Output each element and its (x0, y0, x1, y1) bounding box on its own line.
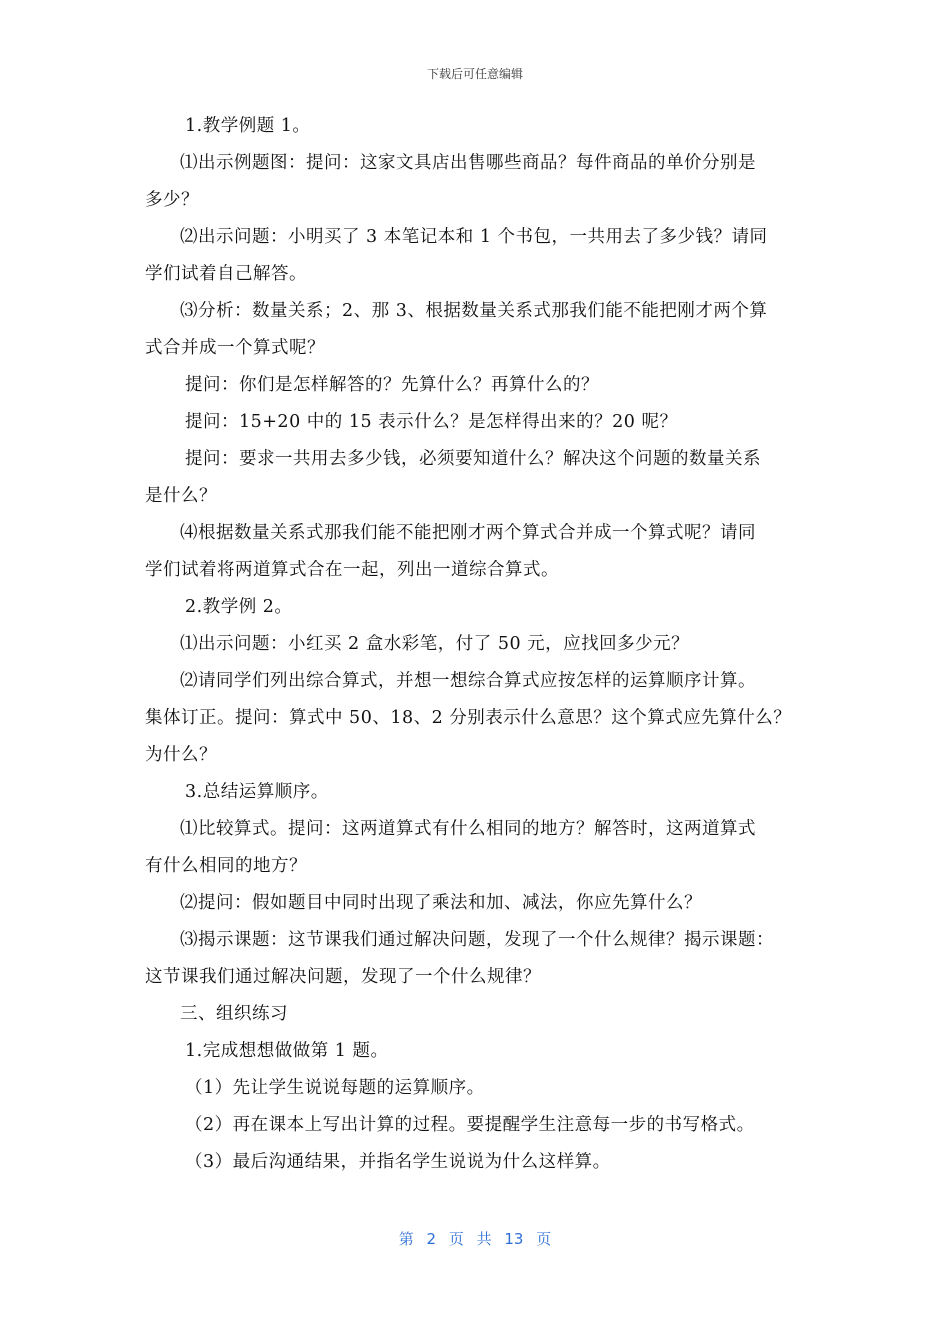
paragraph-line: ⑷根据数量关系式那我们能不能把刚才两个算式合并成一个算式呢？请同 (180, 523, 756, 543)
document-body (145, 115, 805, 1188)
paragraph-line: 2.教学例 2。 (185, 597, 293, 617)
page-header: 下载后可任意编辑 (426, 67, 523, 81)
paragraph-line: ⑶分析：数量关系；2、那 3、根据数量关系式那我们能不能把刚才两个算 (180, 301, 768, 321)
paragraph-line: ⑴出示例题图：提问：这家文具店出售哪些商品？每件商品的单价分别是 (180, 153, 756, 173)
paragraph-line: 提问：15+20 中的 15 表示什么？是怎样得出来的？20 呢？ (185, 412, 678, 432)
paragraph-line: 式合并成一个算式呢？ (145, 338, 325, 358)
paragraph-line: 为什么？ (145, 745, 217, 765)
paragraph-line: （2）再在课本上写出计算的过程。要提醒学生注意每一步的书写格式。 (185, 1115, 755, 1135)
paragraph-line: 学们试着将两道算式合在一起，列出一道综合算式。 (145, 560, 559, 580)
paragraph-line: 集体订正。提问：算式中 50、18、2 分别表示什么意思？这个算式应先算什么？ (145, 708, 792, 728)
paragraph-line: 这节课我们通过解决问题，发现了一个什么规律？ (145, 967, 541, 987)
paragraph-line: 学们试着自己解答。 (145, 264, 307, 284)
paragraph-line: 多少？ (145, 190, 199, 210)
paragraph-line: 提问：你们是怎样解答的？先算什么？再算什么的？ (185, 375, 599, 395)
paragraph-line: ⑵请同学们列出综合算式，并想一想综合算式应按怎样的运算顺序计算。 (180, 671, 756, 691)
paragraph-line: ⑴出示问题：小红买 2 盒水彩笔，付了 50 元，应找回多少元？ (180, 634, 690, 654)
paragraph-line: 有什么相同的地方？ (145, 856, 307, 876)
paragraph-line: ⑵提问：假如题目中同时出现了乘法和加、减法，你应先算什么？ (180, 893, 702, 913)
paragraph-line: ⑵出示问题：小明买了 3 本笔记本和 1 个书包，一共用去了多少钱？请同 (180, 227, 768, 247)
paragraph-line: （3）最后沟通结果，并指名学生说说为什么这样算。 (185, 1152, 611, 1172)
paragraph-line: 3.总结运算顺序。 (185, 782, 329, 802)
paragraph-line: 是什么？ (145, 486, 217, 506)
paragraph-line: ⑴比较算式。提问：这两道算式有什么相同的地方？解答时，这两道算式 (180, 819, 756, 839)
paragraph-line: （1）先让学生说说每题的运算顺序。 (185, 1078, 485, 1098)
paragraph-line: 三、组织练习 (180, 1004, 288, 1024)
paragraph-line: ⑶揭示课题：这节课我们通过解决问题，发现了一个什么规律？揭示课题： (180, 930, 774, 950)
page-footer: 第 2 页 共 13 页 (398, 1230, 552, 1248)
paragraph-line: 提问：要求一共用去多少钱，必须要知道什么？解决这个问题的数量关系 (185, 449, 761, 469)
paragraph-line: 1.教学例题 1。 (185, 116, 311, 136)
paragraph-line: 1.完成想想做做第 1 题。 (185, 1041, 389, 1061)
